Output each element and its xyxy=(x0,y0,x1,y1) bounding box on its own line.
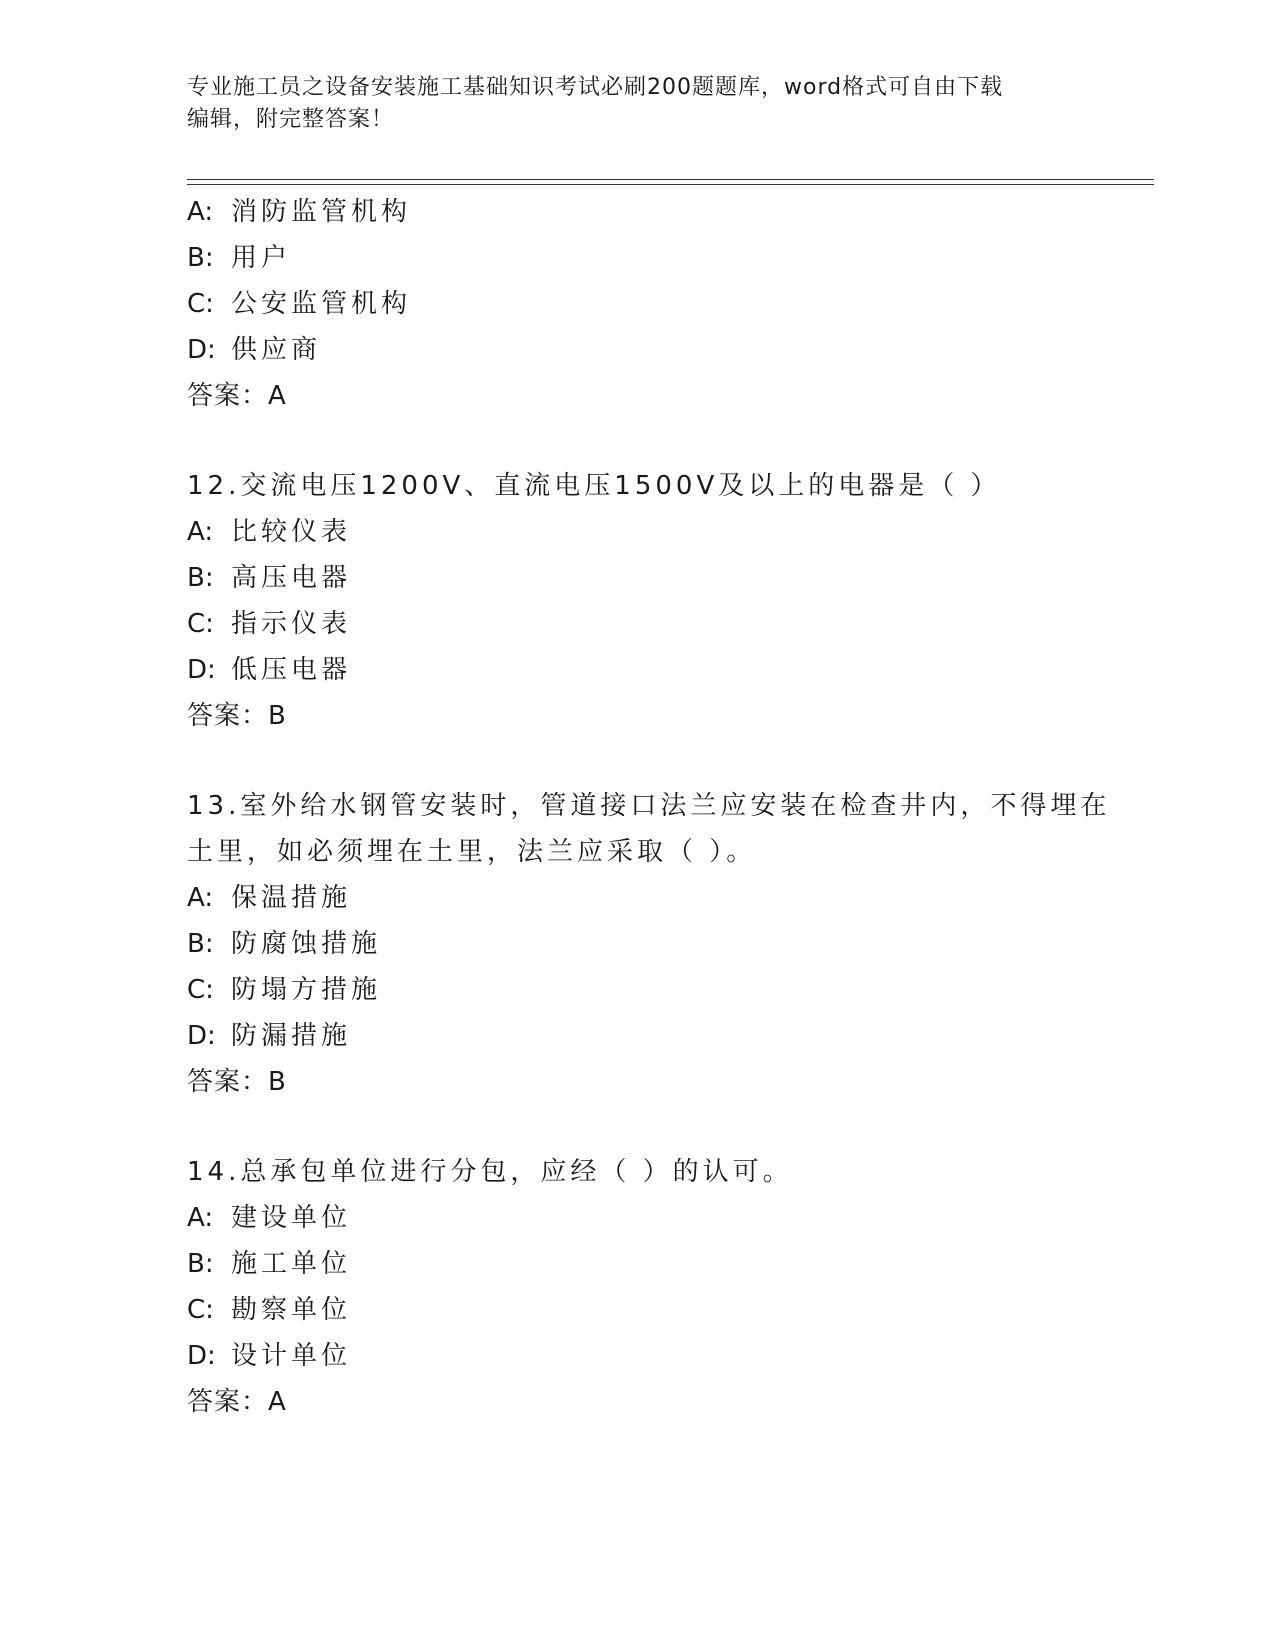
document-header xyxy=(187,72,1087,136)
option-c xyxy=(187,1287,1154,1333)
option-key: D: xyxy=(187,1021,216,1051)
header-divider-bottom xyxy=(187,184,1154,185)
option-d xyxy=(187,1013,1154,1059)
option-a xyxy=(187,189,1154,235)
option-text: 用户 xyxy=(231,243,292,273)
question-block-13 xyxy=(187,783,1154,1105)
option-key: B: xyxy=(187,563,214,593)
header-title-line-2: 编辑，附完整答案！ xyxy=(187,107,395,132)
answer-line: 答案：B xyxy=(187,701,287,731)
header-divider-top xyxy=(187,179,1154,180)
option-text: 施工单位 xyxy=(231,1249,352,1279)
option-b xyxy=(187,555,1154,601)
option-text: 指示仪表 xyxy=(231,609,352,639)
option-text: 供应商 xyxy=(231,335,322,365)
option-text: 防塌方措施 xyxy=(231,975,382,1005)
option-b xyxy=(187,235,1154,281)
option-text: 比较仪表 xyxy=(231,517,352,547)
option-d xyxy=(187,1333,1154,1379)
option-key: B: xyxy=(187,1249,214,1279)
option-b xyxy=(187,921,1154,967)
option-key: C: xyxy=(187,1295,214,1325)
option-text: 防漏措施 xyxy=(231,1021,352,1051)
answer-line: 答案：A xyxy=(187,381,287,411)
option-key: D: xyxy=(187,335,216,365)
option-key: D: xyxy=(187,1341,216,1371)
option-text: 公安监管机构 xyxy=(231,289,412,319)
question-text-line-1: 13.室外给水钢管安装时，管道接口法兰应安装在检查井内，不得埋在 xyxy=(187,791,1111,821)
option-b xyxy=(187,1241,1154,1287)
option-c xyxy=(187,601,1154,647)
option-key: D: xyxy=(187,655,216,685)
option-a xyxy=(187,1195,1154,1241)
option-a xyxy=(187,509,1154,555)
option-c xyxy=(187,967,1154,1013)
spacer xyxy=(187,739,1154,783)
option-text: 勘察单位 xyxy=(231,1295,352,1325)
option-text: 低压电器 xyxy=(231,655,352,685)
option-key: A: xyxy=(187,883,214,913)
option-a xyxy=(187,875,1154,921)
spacer xyxy=(187,1105,1154,1149)
option-text: 设计单位 xyxy=(231,1341,352,1371)
option-key: A: xyxy=(187,517,214,547)
header-title-line-1: 专业施工员之设备安装施工基础知识考试必刷200题题库，word格式可自由下载 xyxy=(187,75,1004,100)
option-text: 消防监管机构 xyxy=(231,197,412,227)
option-text: 高压电器 xyxy=(231,563,352,593)
option-text: 防腐蚀措施 xyxy=(231,929,382,959)
option-d xyxy=(187,327,1154,373)
option-key: B: xyxy=(187,243,214,273)
answer-line: 答案：B xyxy=(187,1067,287,1097)
answer-line: 答案：A xyxy=(187,1387,287,1417)
question-block-11 xyxy=(187,189,1154,419)
question-text-line-2: 土里，如必须埋在土里，法兰应采取（ ）。 xyxy=(187,837,757,867)
option-key: A: xyxy=(187,197,214,227)
question-block-12 xyxy=(187,463,1154,739)
document-body xyxy=(187,189,1154,1425)
option-text: 建设单位 xyxy=(231,1203,352,1233)
question-block-14 xyxy=(187,1149,1154,1425)
question-text: 14.总承包单位进行分包，应经（ ）的认可。 xyxy=(187,1157,793,1187)
option-key: C: xyxy=(187,289,214,319)
option-c xyxy=(187,281,1154,327)
option-key: C: xyxy=(187,975,214,1005)
option-text: 保温措施 xyxy=(231,883,352,913)
spacer xyxy=(187,419,1154,463)
question-text: 12.交流电压1200V、直流电压1500V及以上的电器是（ ） xyxy=(187,471,1001,501)
option-key: A: xyxy=(187,1203,214,1233)
option-d xyxy=(187,647,1154,693)
option-key: C: xyxy=(187,609,214,639)
option-key: B: xyxy=(187,929,214,959)
